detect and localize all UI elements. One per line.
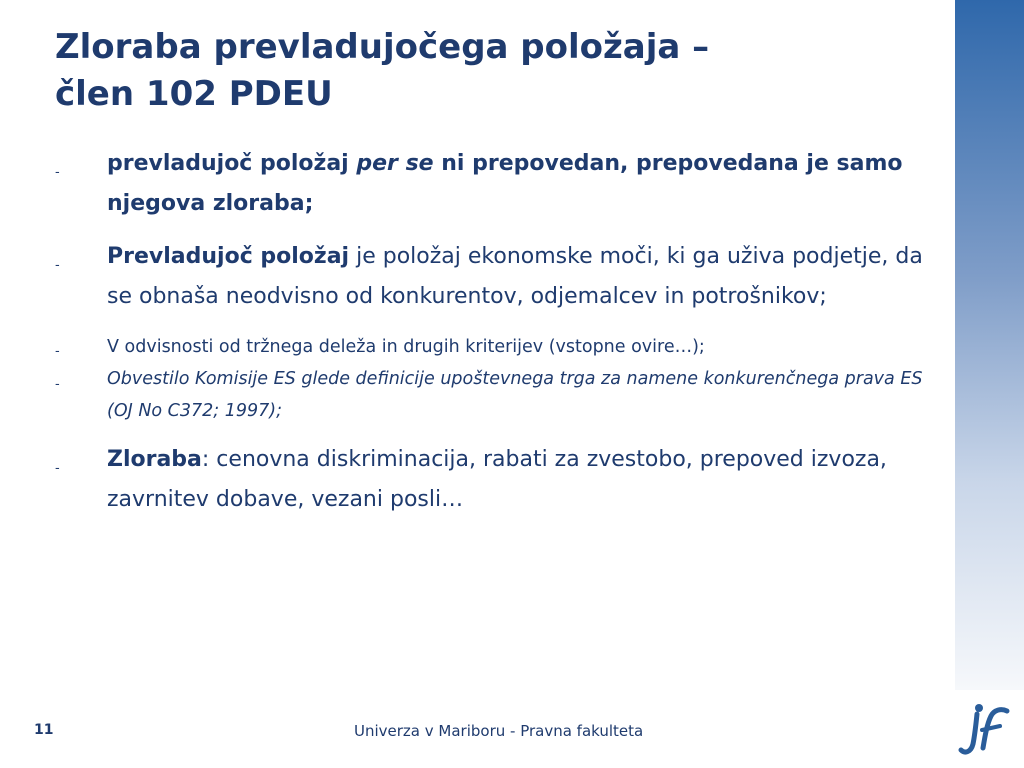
bullet-marker: - (55, 461, 60, 476)
bullet-text: V odvisnosti od tržnega deleža in drugih kriterijev (vstopne ovire…); (107, 337, 705, 357)
bullet-item-per-se (55, 144, 935, 224)
bullet-item-criteria (55, 334, 935, 361)
bullet-marker: - (55, 165, 60, 180)
bullet-item-definition (55, 237, 935, 317)
bullet-item-abuse (55, 440, 935, 520)
bullet-text: : cenovna diskriminacija, rabati za zvestobo, prepoved izvoza, zavrnitev dobave, vezani posli… (107, 447, 887, 512)
bullet-marker: - (55, 258, 60, 273)
bullet-text: je položaj ekonomske moči, ki ga uživa podjetje, da se obnaša neodvisno od konkurentov, odjemalcev in potrošnikov; (107, 244, 923, 309)
slide-title-line2: člen 102 PDEU (55, 74, 333, 114)
decorative-side-band (955, 0, 1024, 690)
bullet-marker: - (55, 344, 60, 359)
bullet-item-notice (55, 363, 935, 427)
page-number: 11 (34, 722, 54, 738)
bullet-text-bold: Zloraba (107, 447, 202, 472)
slide-title-line1: Zloraba prevladujočega položaja – (55, 27, 710, 67)
slide-title (55, 24, 935, 118)
bullet-text-bold: prevladujoč položaj (107, 151, 357, 176)
footer-institution: Univerza v Mariboru - Pravna fakulteta (354, 722, 644, 740)
pf-logo-icon (955, 700, 1015, 760)
bullet-text-bold-italic: per se (356, 151, 434, 176)
bullet-text-bold: Prevladujoč položaj (107, 244, 350, 269)
bullet-text-bold: ni prepovedan, prepovedana je samo njegova zloraba; (107, 151, 903, 216)
bullet-list (55, 144, 935, 520)
bullet-text-italic: Obvestilo Komisije ES glede definicije upoštevnega trga za namene konkurenčnega prava ES (OJ No C372; 1997); (107, 369, 923, 421)
bullet-marker: - (55, 377, 60, 392)
